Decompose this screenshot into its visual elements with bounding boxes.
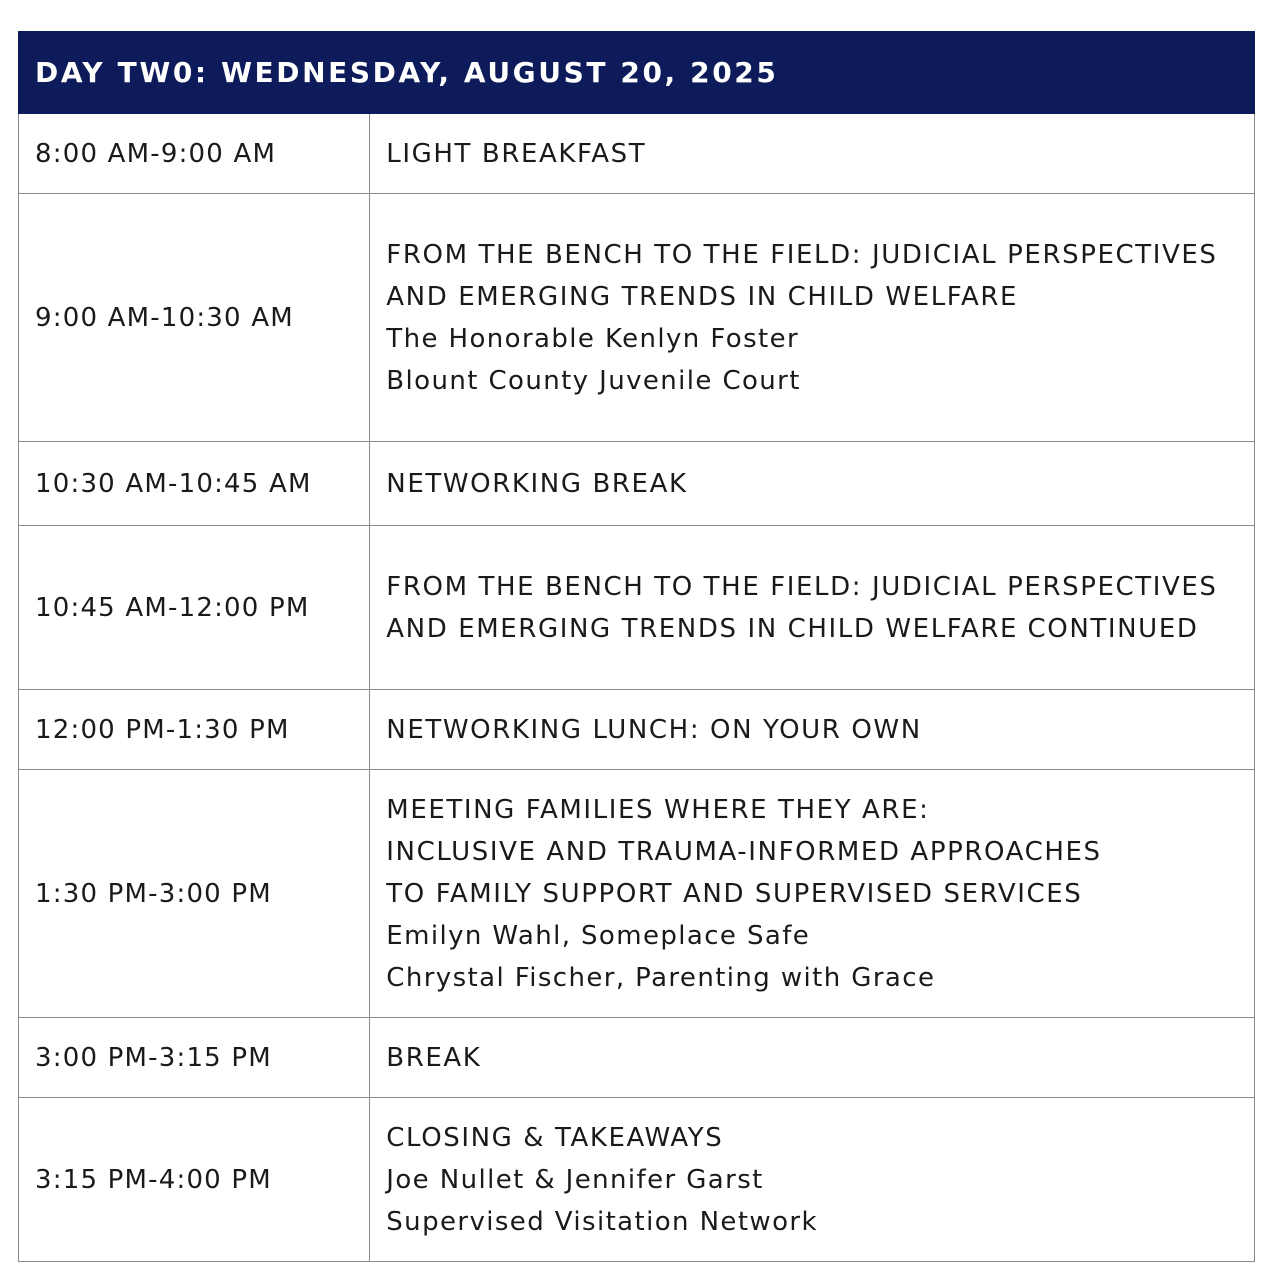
time-slot: 3:15 PM-4:00 PM <box>19 1098 370 1262</box>
time-slot: 9:00 AM-10:30 AM <box>19 194 370 442</box>
speaker-name: Chrystal Fischer, Parenting with Grace <box>386 962 936 993</box>
session-cell <box>370 194 1255 442</box>
time-slot: 12:00 PM-1:30 PM <box>19 690 370 770</box>
session-title-line: INCLUSIVE AND TRAUMA-INFORMED APPROACHES <box>386 836 1102 867</box>
session-cell <box>370 1018 1255 1098</box>
session-title-line: TO FAMILY SUPPORT AND SUPERVISED SERVICES <box>386 878 1083 909</box>
session-title: NETWORKING LUNCH: ON YOUR OWN <box>386 714 922 745</box>
time-slot: 1:30 PM-3:00 PM <box>19 770 370 1018</box>
time-slot: 8:00 AM-9:00 AM <box>19 114 370 194</box>
agenda-row <box>19 1018 1255 1098</box>
session-title: LIGHT BREAKFAST <box>386 138 647 169</box>
session-title: NETWORKING BREAK <box>386 468 688 499</box>
time-slot: 3:00 PM-3:15 PM <box>19 1018 370 1098</box>
session-title-line: MEETING FAMILIES WHERE THEY ARE: <box>386 794 930 825</box>
session-cell <box>370 1098 1255 1262</box>
session-cell <box>370 442 1255 526</box>
session-cell <box>370 690 1255 770</box>
session-title: CLOSING & TAKEAWAYS <box>386 1122 724 1153</box>
session-cell <box>370 770 1255 1018</box>
continued-label: CONTINUED <box>1027 613 1199 644</box>
agenda-header-row <box>19 32 1255 114</box>
agenda-row <box>19 114 1255 194</box>
speaker-name: Joe Nullet & Jennifer Garst <box>386 1164 764 1195</box>
session-title: FROM THE BENCH TO THE FIELD: JUDICIAL PERSPECTIVES AND EMERGING TRENDS IN CHILD WELFARE <box>386 571 1218 644</box>
day-heading: DAY TW0: WEDNESDAY, AUGUST 20, 2025 <box>19 32 1255 114</box>
agenda-table <box>18 31 1255 1262</box>
agenda-row <box>19 690 1255 770</box>
speaker-name: The Honorable Kenlyn Foster <box>386 323 800 354</box>
speaker-name: Emilyn Wahl, Someplace Safe <box>386 920 811 951</box>
time-slot: 10:30 AM-10:45 AM <box>19 442 370 526</box>
session-cell <box>370 114 1255 194</box>
agenda-row <box>19 526 1255 690</box>
agenda-row <box>19 442 1255 526</box>
agenda-row <box>19 194 1255 442</box>
speaker-affiliation: Supervised Visitation Network <box>386 1206 818 1237</box>
agenda-row <box>19 770 1255 1018</box>
time-slot: 10:45 AM-12:00 PM <box>19 526 370 690</box>
session-cell <box>370 526 1255 690</box>
session-title: FROM THE BENCH TO THE FIELD: JUDICIAL PERSPECTIVES AND EMERGING TRENDS IN CHILD WELFARE <box>386 239 1218 312</box>
session-title: BREAK <box>386 1042 482 1073</box>
agenda-row <box>19 1098 1255 1262</box>
speaker-affiliation: Blount County Juvenile Court <box>386 365 801 396</box>
